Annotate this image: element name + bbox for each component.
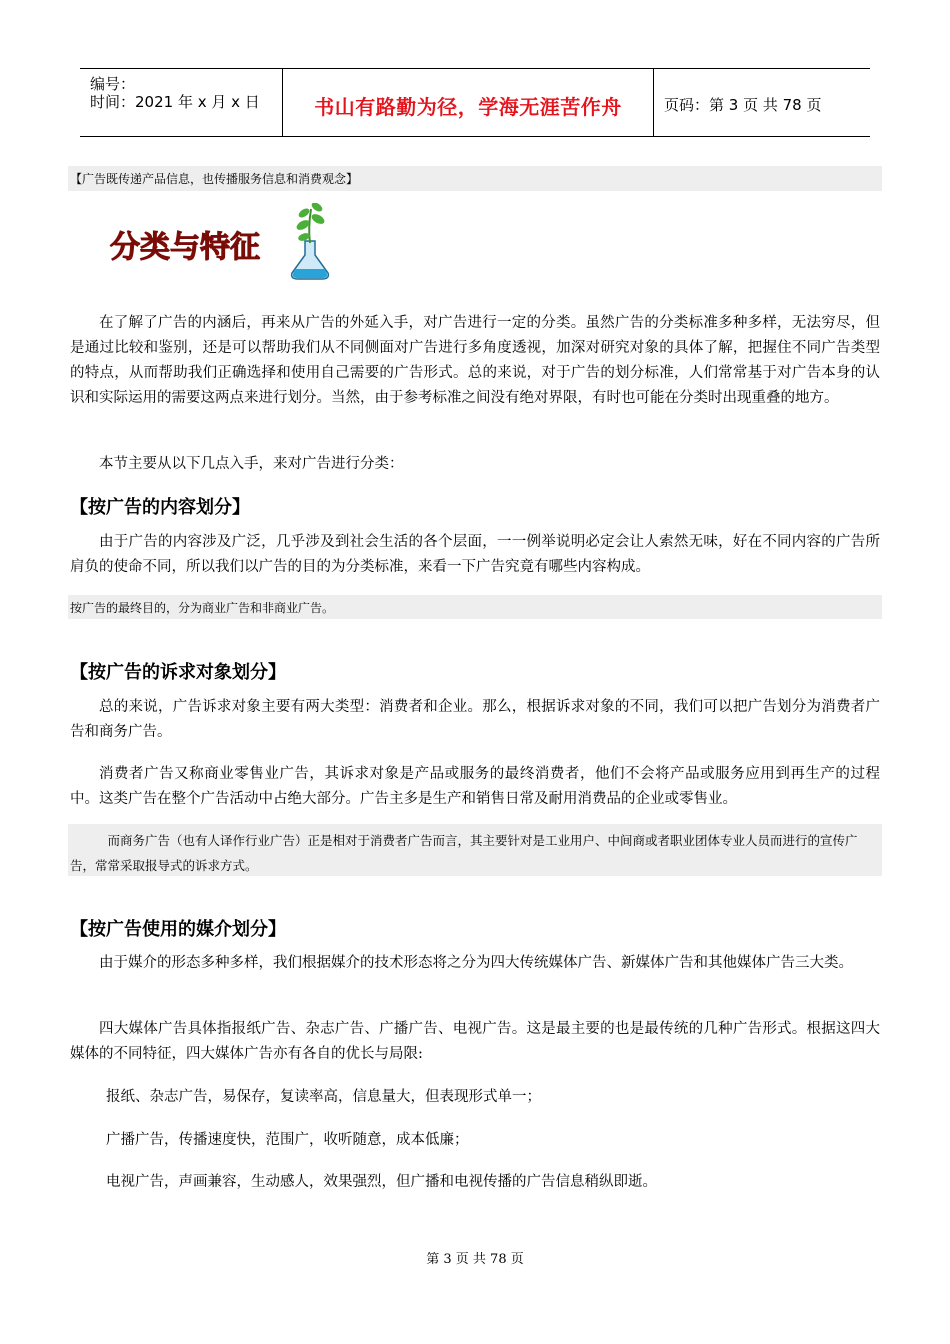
section1-note: 按广告的最终目的，分为商业广告和非商业广告。 <box>70 601 335 615</box>
section-title-content: 【按广告的内容划分】 <box>70 497 250 518</box>
section-title-audience: 【按广告的诉求对象划分】 <box>70 662 286 683</box>
serial-label: 编号： <box>90 75 136 93</box>
section2-paragraph-1: 总的来说，广告诉求对象主要有两大类型：消费者和企业。那么，根据诉求对象的不同，我们可以把广告划分为消费者广告和商务广告。 <box>70 699 880 740</box>
media-item: 广播广告，传播速度快，范围广，收听随意，成本低廉； <box>106 1132 469 1148</box>
page-header <box>80 68 870 137</box>
intro-paragraph-2: 本节主要从以下几点入手，来对广告进行分类： <box>99 456 404 472</box>
motto: 书山有路勤为径，学海无涯苦作舟 <box>314 95 622 119</box>
flask-plant-icon <box>108 203 338 283</box>
section3-paragraph-2: 四大媒体广告具体指报纸广告、杂志广告、广播广告、电视广告。这是最主要的也是最传统的几种广告形式。根据这四大媒体的不同特征，四大媒体广告亦有各自的优长与局限: <box>70 1021 880 1062</box>
date-label: 时间：2021 年 x 月 x 日 <box>90 93 260 111</box>
intro-paragraph: 在了解了广告的内涵后，再来从广告的外延入手，对广告进行一定的分类。虽然广告的分类标准多种多样，无法穷尽，但是通过比较和鉴别，还是可以帮助我们从不同侧面对广告进行多角度透视，加深对研究对象的具体了解，把握住不同广告类型的特点，从而帮助我们正确选择和使用自己需要的广告形式。总的来说，对于广告的划分标准，人们常常基于对广告本身的认识和实际运用的需要这两点来进行划分。当然，由于参考标准之间没有绝对界限，有时也可能在分类时出现重叠的地方。 <box>70 315 880 406</box>
section2-note: 而商务广告（也有人译作行业广告）正是相对于消费者广告而言，其主要针对是工业用户、中间商或者职业团体专业人员而进行的宣传广告，常常采取报导式的诉求方式。 <box>70 833 858 873</box>
page-number-label: 页码：第 3 页 共 78 页 <box>664 96 822 114</box>
section-title-media: 【按广告使用的媒介划分】 <box>70 919 286 940</box>
section2-paragraph-2: 消费者广告又称商业零售业广告，其诉求对象是产品或服务的最终消费者，他们不会将产品或服务应用到再生产的过程中。这类广告在整个广告活动中占绝大部分。广告主多是生产和销售日常及耐用消费品的企业或零售业。 <box>70 766 880 807</box>
logo-text: 分类与特征 <box>110 230 260 265</box>
section-logo <box>108 203 338 283</box>
header-motto-cell <box>283 69 654 136</box>
section1-paragraph: 由于广告的内容涉及广泛，几乎涉及到社会生活的各个层面，一一例举说明必定会让人索然无味，好在不同内容的广告所肩负的使命不同，所以我们以广告的目的为分类标准，来看一下广告究竟有哪些内容构成。 <box>70 534 880 575</box>
page-footer: 第 3 页 共 78 页 <box>426 1252 524 1267</box>
media-item: 电视广告，声画兼容，生动感人，效果强烈，但广播和电视传播的广告信息稍纵即逝。 <box>106 1174 657 1190</box>
header-page-cell <box>654 69 870 136</box>
quote-banner: 【广告既传递产品信息，也传播服务信息和消费观念】 <box>70 172 359 186</box>
media-item: 报纸、杂志广告，易保存，复读率高，信息量大，但表现形式单一； <box>106 1089 541 1105</box>
header-meta-cell <box>80 69 283 136</box>
section3-paragraph-1: 由于媒介的形态多种多样，我们根据媒介的技术形态将之分为四大传统媒体广告、新媒体广告和其他媒体广告三大类。 <box>99 955 853 971</box>
